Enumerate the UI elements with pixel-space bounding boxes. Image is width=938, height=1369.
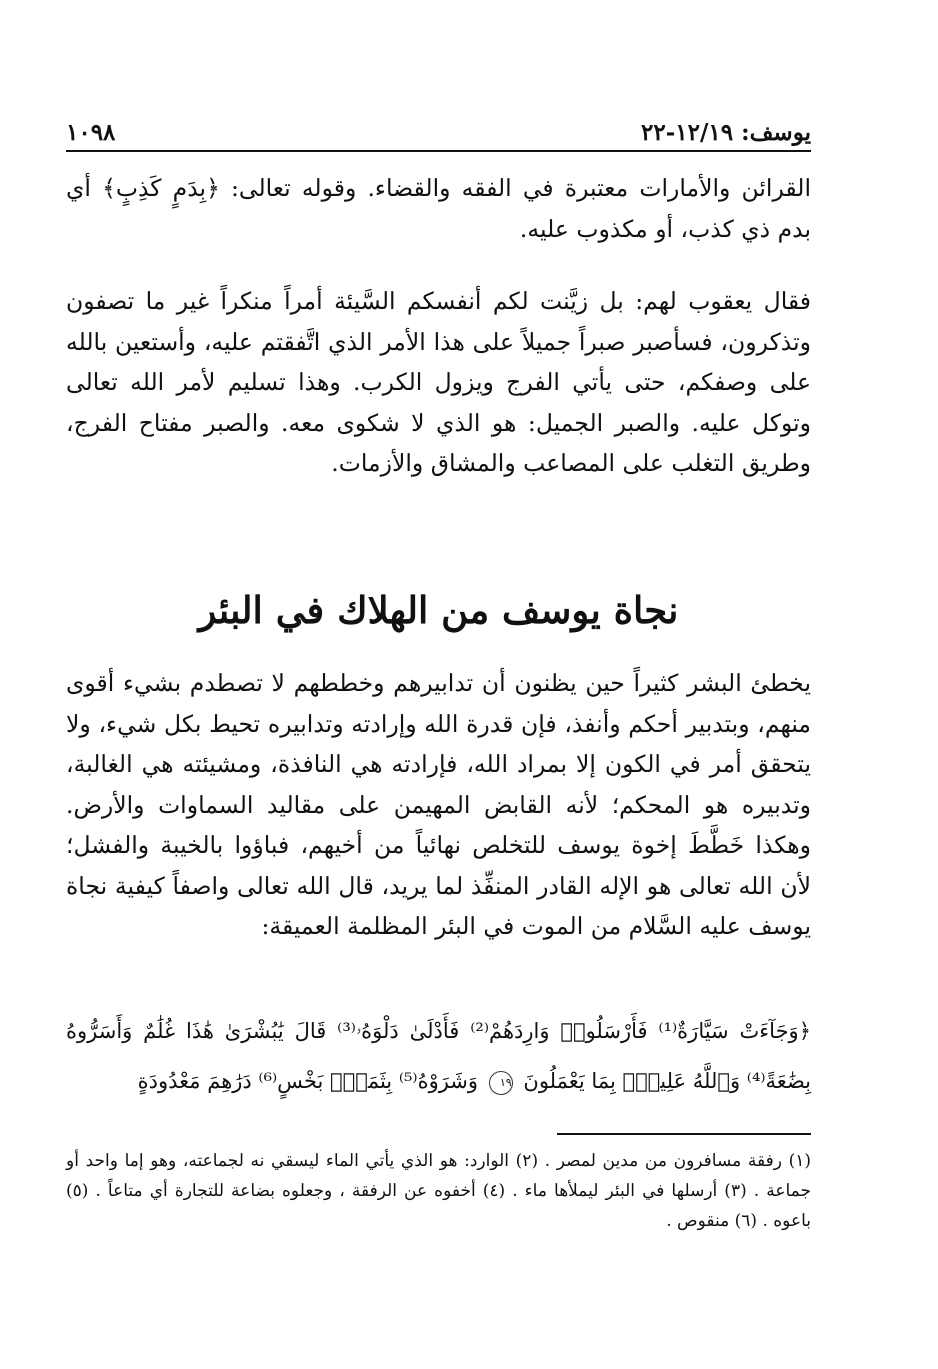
quran-text-part-1: ﴿وَجَآءَتْ سَيَّارَةٌ⁽¹⁾ فَأَرْسَلُوا۟ وَارِدَهُمْ⁽²⁾ فَأَدْلَىٰ دَلْوَهُۥ⁽³⁾ قَالَ يَٰبُشْرَىٰ هَٰذَا غُلَٰمٌ وَأَسَرُّوهُ بِضَٰعَةً⁽⁴⁾ وَٱللَّهُ عَلِيمٌۢ بِمَا يَعْمَلُونَ [66,1019,811,1093]
section-title: نجاة يوسف من الهلاك في البئر [198,588,679,632]
verse-number-icon: ١٩ [489,1071,513,1095]
quran-verse [66,1006,811,1106]
paragraph-2: فقال يعقوب لهم: بل زيَّنت لكم أنفسكم السَّيئة أمراً منكراً غير ما تصفون وتذكرون، فسأصبر صبراً جميلاً على هذا الأمر الذي اتَّفقتم عليه، وأستعين بالله على وصفكم، حتى يأتي الفرج ويزول الكرب. وهذا تسليم لأمر الله تعالى وتوكل عليه. والصبر الجميل: هو الذي لا شكوى معه. والصبر مفتاح الفرج، وطريق التغلب على المصاعب والمشاق والأزمات. [66,287,811,477]
chapter-reference: يوسف: ١٢/١٩-٢٢ [641,119,811,146]
quran-text-part-2: وَشَرَوْهُ⁽⁵⁾ بِثَمَنٍۭ بَخْسٍ⁽⁶⁾ دَرَٰهِمَ مَعْدُودَةٍ [137,1069,479,1093]
footnote-divider [557,1133,811,1135]
page-number: ١٠٩٨ [66,119,116,146]
paragraph-3: يخطئ البشر كثيراً حين يظنون أن تدابيرهم وخططهم لا تصطدم بشيء أقوى منهم، وبتدبير أحكم وأنفذ، فإن قدرة الله وإرادته وتدابيره تحيط بكل شيء، ولا يتحقق أمر في الكون إلا بمراد الله، فإرادته هي النافذة، ومشيئته هي الغالبة، وتدبيره هو المحكم؛ لأنه القابض المهيمن على مقاليد السماوات والأرض. وهكذا خَطَّطَ إخوة يوسف للتخلص نهائياً من أخيهم، فباؤوا بالخيبة والفشل؛ لأن الله تعالى هو الإله القادر المنفِّذ لما يريد، قال الله تعالى واصفاً كيفية نجاة يوسف عليه السَّلام من الموت في البئر المظلمة العميقة: [66,669,811,940]
running-header [66,104,811,146]
footnotes: (١) رفقة مسافرون من مدين لمصر . (٢) الوارد: هو الذي يأتي الماء ليسقي نه لجماعته، وهو إما واحد أو جماعة . (٣) أرسلها في البئر ليملأها ماء . (٤) أخفوه عن الرفقة ، وجعلوه بضاعة للتجارة أي متاعاً . (٥) باعوه . (٦) منقوص . [66,1151,812,1231]
paragraph-1: القرائن والأمارات معتبرة في الفقه والقضاء. وقوله تعالى: ﴿بِدَمٍ كَذِبٍ﴾ أي بدم ذي كذب، أو مكذوب عليه. [66,174,811,243]
header-divider [66,150,811,152]
